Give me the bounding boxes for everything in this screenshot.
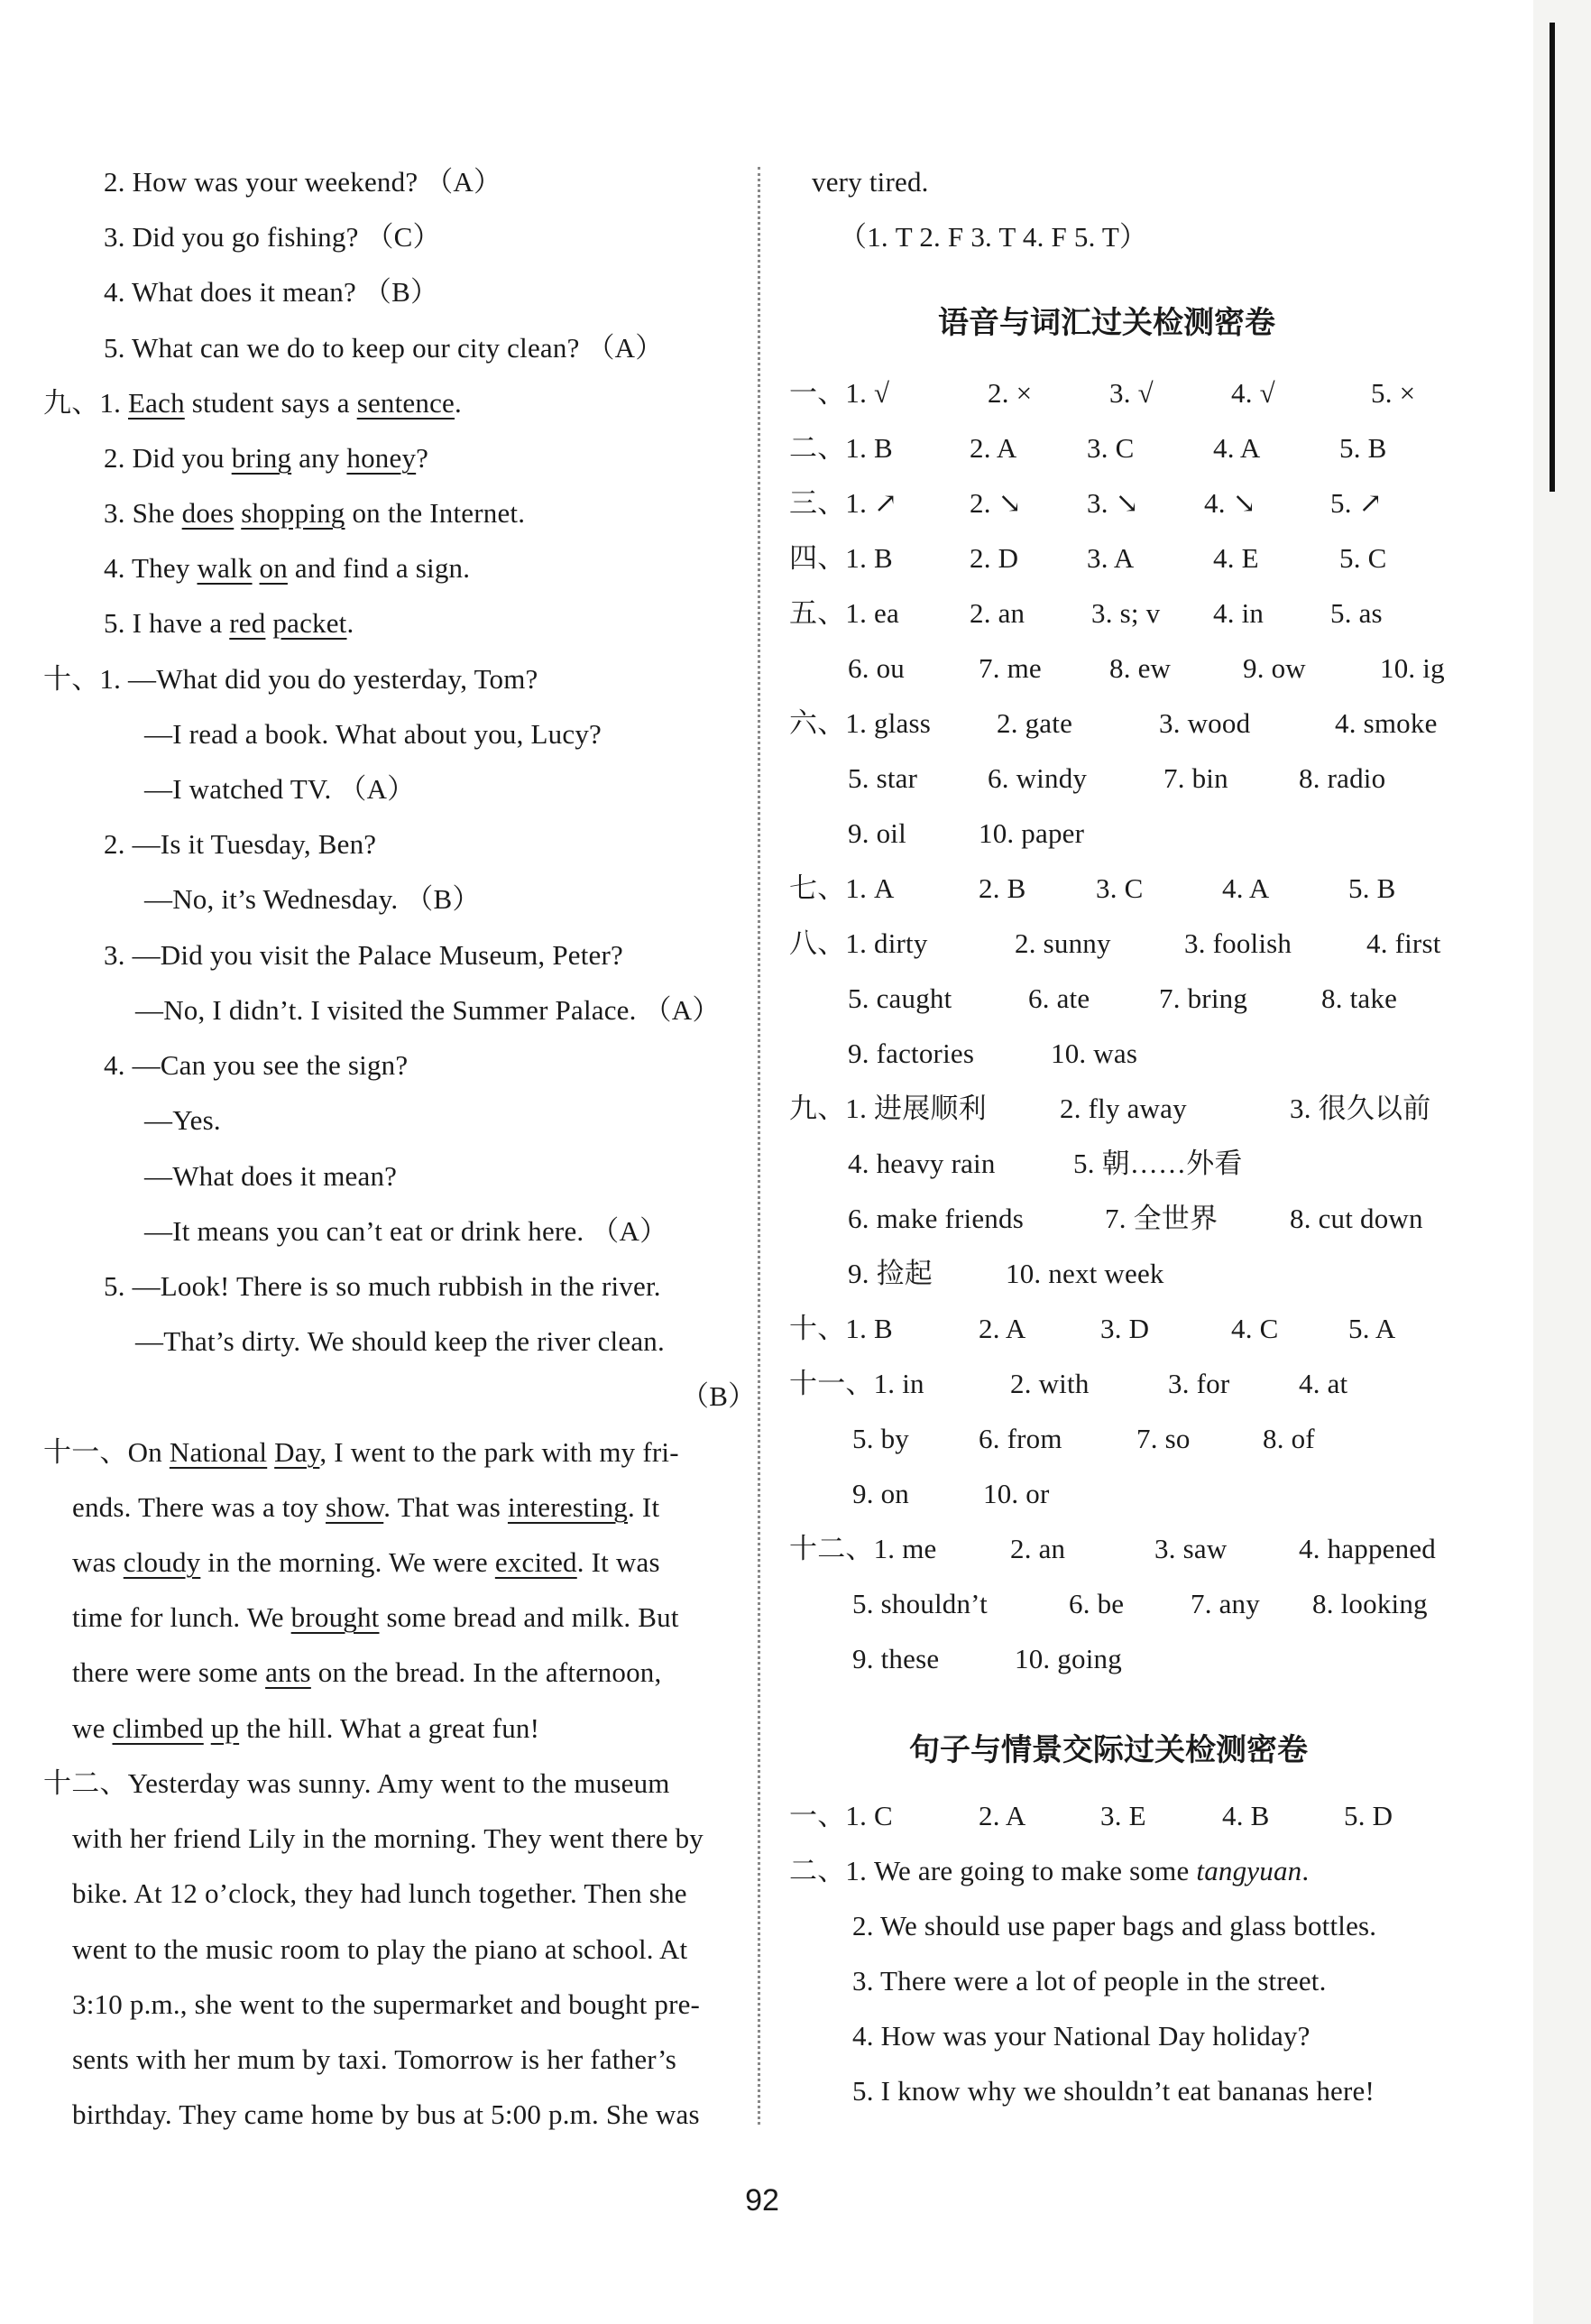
item-number: 十、1. [43, 663, 122, 695]
answer-line: 4. How was your National Day holiday? [852, 2020, 1311, 2052]
text: On [127, 1436, 170, 1468]
answer-line: 3. Did you go fishing? （C） [104, 221, 441, 253]
text: —What did you do yesterday, Tom? [128, 663, 538, 695]
underlined-word: does [181, 497, 235, 529]
answer: 9. on [852, 1478, 909, 1509]
underlined-word: packet [272, 607, 347, 639]
answer: 9. oil [848, 817, 906, 849]
answer: 4. E [1213, 542, 1259, 574]
answer: 2. with [1010, 1368, 1090, 1399]
text: . That was [383, 1491, 508, 1523]
underlined-word: sentence [356, 387, 455, 419]
section-title: 语音与词汇过关检测密卷 [938, 305, 1275, 341]
text: ? [416, 442, 429, 474]
answer: 8. take [1321, 982, 1398, 1014]
underlined-word: interesting [507, 1491, 629, 1523]
answer: 3. wood [1159, 707, 1251, 739]
answer-line [43, 1434, 679, 1471]
answer: 6. from [979, 1423, 1062, 1454]
answer: 5. A [1348, 1313, 1396, 1344]
answer: 6. make friends [848, 1203, 1024, 1234]
answer: 3. 很久以前 [1290, 1093, 1431, 1124]
answer: 6. ate [1028, 982, 1090, 1014]
underlined-word: brought [290, 1601, 380, 1633]
answer: 3. √ [1109, 377, 1154, 409]
italic-word: tangyuan [1196, 1855, 1302, 1886]
answer-line [104, 440, 428, 476]
answer: 3. A [1087, 542, 1135, 574]
text: . [455, 387, 462, 419]
answer: 3. E [1100, 1800, 1146, 1831]
answer: 5. C [1339, 542, 1387, 574]
answer: 7. any [1191, 1588, 1260, 1619]
answer-line [72, 1600, 679, 1636]
answer-line: very tired. [812, 166, 929, 198]
answer: 3. ↘ [1087, 487, 1139, 519]
answer-line: —I watched TV. （A） [144, 773, 416, 805]
text: , I went to the park with my fri- [319, 1436, 679, 1468]
answer-line: （B） [681, 1380, 757, 1412]
answer: 5. caught [848, 982, 952, 1014]
answer: 7. so [1136, 1423, 1191, 1454]
text [204, 1712, 211, 1744]
answer: 4. A [1213, 432, 1261, 464]
answer: 8. of [1263, 1423, 1315, 1454]
answer: 3. for [1168, 1368, 1230, 1399]
text: 二、1. We are going to make some [789, 1855, 1197, 1886]
answer-line: 2. How was your weekend? （A） [104, 166, 502, 198]
answer: 5. as [1330, 597, 1383, 629]
answer: 9. 捡起 [848, 1258, 933, 1289]
answer: 6. windy [988, 762, 1088, 794]
answer-line: bike. At 12 o’clock, they had lunch together. Then she [72, 1877, 687, 1909]
text [253, 552, 260, 584]
answer: 一、1. √ [789, 377, 890, 409]
column-divider [758, 167, 760, 2125]
answer: 7. me [979, 652, 1042, 684]
text: was [72, 1546, 124, 1578]
text: in the morning. We were [200, 1546, 495, 1578]
answer: 9. ow [1243, 652, 1306, 684]
answer-line: 4. —Can you see the sign? [104, 1049, 409, 1081]
text: . [346, 607, 354, 639]
text: some bread and milk. But [379, 1601, 679, 1633]
text: the hill. What a great fun! [239, 1712, 540, 1744]
answer: 5. B [1339, 432, 1387, 464]
item-number: 十一、 [43, 1436, 128, 1468]
text: . [1301, 1855, 1310, 1886]
answer: 5. by [852, 1423, 909, 1454]
answer: 10. was [1051, 1038, 1138, 1069]
answer-line: with her friend Lily in the morning. They went there by [72, 1822, 704, 1854]
answer: 2. ↘ [970, 487, 1022, 519]
answer-line: —That’s dirty. We should keep the river clean. [135, 1325, 665, 1357]
answer-line: 4. What does it mean? （B） [104, 276, 439, 308]
answer: 10. ig [1380, 652, 1445, 684]
answer: 八、1. dirty [789, 927, 928, 959]
underlined-word: climbed [112, 1712, 204, 1744]
text: we [72, 1712, 113, 1744]
answer-line: 3. There were a lot of people in the street. [852, 1965, 1327, 1997]
answer: 6. ou [848, 652, 905, 684]
text: on the bread. In the afternoon, [310, 1656, 662, 1688]
answer: 3. saw [1154, 1533, 1228, 1564]
answer-line: 5. —Look! There is so much rubbish in the river. [104, 1270, 661, 1302]
answer: 四、1. B [789, 542, 893, 574]
answer-line: —No, it’s Wednesday. （B） [144, 883, 481, 915]
answer: 10. paper [979, 817, 1085, 849]
answer: 2. gate [997, 707, 1073, 739]
answer: 2. A [979, 1800, 1026, 1831]
answer: 3. D [1100, 1313, 1150, 1344]
answer-line: went to the music room to play the piano at school. At [72, 1933, 688, 1965]
answer: 3. s; v [1091, 597, 1161, 629]
answer: 5. × [1371, 377, 1416, 409]
answer: 9. these [852, 1643, 940, 1674]
answer: 4. A [1222, 872, 1270, 904]
answer: 2. A [970, 432, 1017, 464]
underlined-word: National [169, 1436, 268, 1468]
answer: 8. radio [1299, 762, 1386, 794]
answer: 8. looking [1312, 1588, 1428, 1619]
answer: 九、1. 进展顺利 [789, 1093, 987, 1124]
answer-line [104, 550, 470, 586]
answer: 5. star [848, 762, 918, 794]
answer-line [104, 605, 354, 641]
text: there were some [72, 1656, 266, 1688]
answer-line: 2. We should use paper bags and glass bottles. [852, 1910, 1377, 1941]
binding-edge [1550, 23, 1555, 492]
answer: 10. next week [1006, 1258, 1164, 1289]
text: any [291, 442, 347, 474]
item-number: 十二、 [43, 1767, 128, 1799]
answer: 三、1. ↗ [789, 487, 898, 519]
text: 5. I have a [104, 607, 230, 639]
answer-line [72, 1489, 659, 1526]
answer: 5. B [1348, 872, 1396, 904]
underlined-word: ants [265, 1656, 311, 1688]
item-number: 九、1. [43, 387, 122, 419]
answer-line: 5. What can we do to keep our city clean? （A） [104, 332, 664, 364]
text: 2. Did you [104, 442, 232, 474]
text: and find a sign. [287, 552, 471, 584]
answer: 4. happened [1299, 1533, 1436, 1564]
text: . It [628, 1491, 660, 1523]
answer: 7. bin [1163, 762, 1228, 794]
answer-line [72, 1545, 660, 1581]
answer: 2. an [1010, 1533, 1066, 1564]
answer: 7. bring [1159, 982, 1248, 1014]
answer: 5. D [1344, 1800, 1393, 1831]
text: 3. She [104, 497, 182, 529]
answer: 二、1. B [789, 432, 893, 464]
answer: 十一、1. in [789, 1368, 924, 1399]
answer-line: —It means you can’t eat or drink here. （A） [144, 1215, 668, 1247]
text: ends. There was a toy [72, 1491, 326, 1523]
answer-line: —What does it mean? [144, 1160, 398, 1192]
text: . It was [576, 1546, 660, 1578]
underlined-word: bring [231, 442, 292, 474]
answer: 2. × [988, 377, 1033, 409]
answer: 10. or [983, 1478, 1050, 1509]
text: 4. They [104, 552, 198, 584]
answer-line: 3. —Did you visit the Palace Museum, Peter? [104, 939, 623, 971]
section-title: 句子与情景交际过关检测密卷 [909, 1732, 1308, 1768]
answer: 3. C [1087, 432, 1135, 464]
answer-line: —Yes. [144, 1104, 221, 1136]
answer: 4. first [1366, 927, 1441, 959]
answer: 4. heavy rain [848, 1148, 996, 1179]
answer: 2. D [970, 542, 1019, 574]
answer: 8. cut down [1290, 1203, 1423, 1234]
answer-line [72, 1655, 661, 1691]
answer: 一、1. C [789, 1800, 893, 1831]
underlined-word: show [326, 1491, 384, 1523]
answer-line [43, 1766, 670, 1802]
answer-line: —No, I didn’t. I visited the Summer Palace. （A） [135, 994, 721, 1026]
answer-line: 5. I know why we shouldn’t eat bananas here! [852, 2075, 1375, 2107]
answer-line: 3:10 p.m., she went to the supermarket and bought pre- [72, 1988, 701, 2020]
answer: 4. C [1231, 1313, 1279, 1344]
answer-line [72, 1711, 539, 1747]
answer: 十二、1. me [789, 1533, 937, 1564]
answer: 4. ↘ [1204, 487, 1256, 519]
answer: 3. foolish [1184, 927, 1292, 959]
answer: 2. A [979, 1313, 1026, 1344]
text [267, 1436, 274, 1468]
underlined-word: cloudy [123, 1546, 201, 1578]
underlined-word: shopping [241, 497, 345, 529]
answer: 8. ew [1109, 652, 1172, 684]
answer-line: —I read a book. What about you, Lucy? [144, 718, 602, 750]
answer: 4. at [1299, 1368, 1348, 1399]
answer: 2. sunny [1015, 927, 1111, 959]
answer: 5. ↗ [1330, 487, 1383, 519]
answer: 2. an [970, 597, 1025, 629]
answer: 5. 朝……外看 [1073, 1148, 1243, 1179]
underlined-word: Each [128, 387, 185, 419]
answer-line: 2. —Is it Tuesday, Ben? [104, 828, 377, 860]
answer: 4. smoke [1335, 707, 1438, 739]
text: student says a [184, 387, 357, 419]
answer: 7. 全世界 [1105, 1203, 1219, 1234]
answer-line: birthday. They came home by bus at 5:00 p.m. She was [72, 2098, 700, 2130]
answer: 五、1. ea [789, 597, 899, 629]
answer: 10. going [1015, 1643, 1122, 1674]
underlined-word: honey [346, 442, 417, 474]
answer: 3. C [1096, 872, 1144, 904]
underlined-word: Day [274, 1436, 320, 1468]
answer: 2. fly away [1060, 1093, 1187, 1124]
answer: 4. √ [1231, 377, 1275, 409]
underlined-word: up [210, 1712, 240, 1744]
text: time for lunch. We [72, 1601, 291, 1633]
answer-line: sents with her mum by taxi. Tomorrow is her father’s [72, 2043, 677, 2075]
answer-line [43, 661, 538, 697]
answer: 4. in [1213, 597, 1265, 629]
answer: 十、1. B [789, 1313, 893, 1344]
text: Yesterday was sunny. Amy went to the museum [127, 1767, 670, 1799]
answer: 5. shouldn’t [852, 1588, 988, 1619]
answer-line: （1. T 2. F 3. T 4. F 5. T） [839, 221, 1148, 253]
answer: 六、1. glass [789, 707, 931, 739]
answer-line [789, 1853, 1309, 1889]
page-number: 92 [745, 2183, 779, 2218]
answer-line [104, 495, 525, 531]
answer: 6. be [1069, 1588, 1125, 1619]
answer: 2. B [979, 872, 1026, 904]
answer: 七、1. A [789, 872, 895, 904]
underlined-word: walk [197, 552, 253, 584]
text: on the Internet. [345, 497, 526, 529]
page-edge [1533, 0, 1591, 2324]
answer: 4. B [1222, 1800, 1270, 1831]
underlined-word: on [259, 552, 288, 584]
underlined-word: red [229, 607, 266, 639]
answer: 9. factories [848, 1038, 975, 1069]
answer-line [43, 385, 462, 421]
underlined-word: excited [494, 1546, 577, 1578]
